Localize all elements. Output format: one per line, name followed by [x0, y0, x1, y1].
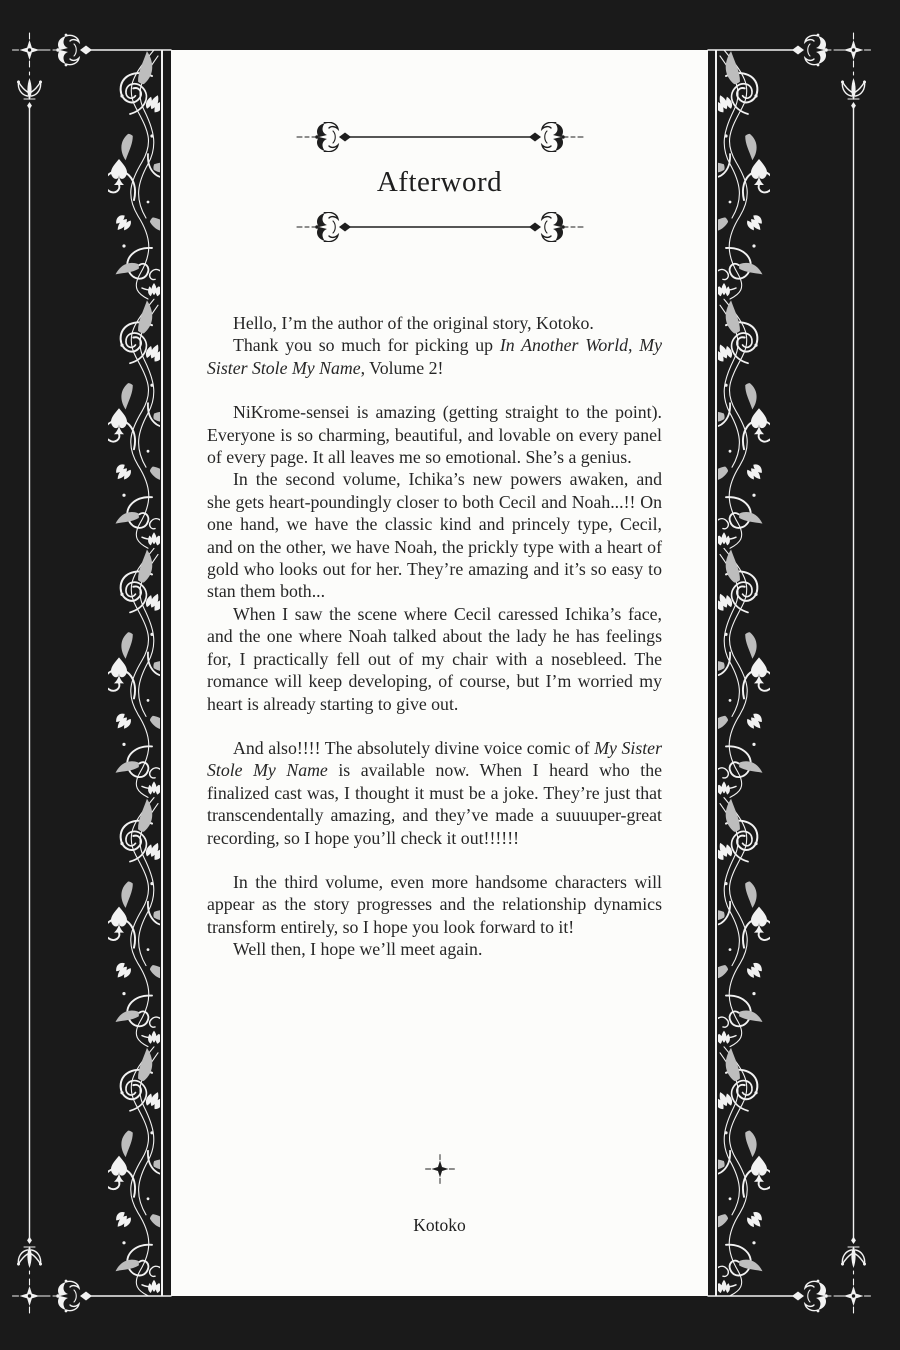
paragraph — [207, 938, 662, 960]
afterword-page — [171, 50, 708, 1296]
left-filigree-border-icon — [108, 50, 160, 1296]
page-footer — [171, 1152, 708, 1236]
paragraph — [207, 603, 662, 715]
text-run: is available now. When I heard who the finalized cast was, I thought it must be a joke. They’re just that transcendentally amazing, and they’ve made a suuuuper-great recording, so I hope you’ll check it out!!!!!! — [207, 760, 662, 848]
paragraph — [207, 334, 662, 379]
paragraph-block — [207, 312, 662, 379]
text-run: , Volume 2! — [360, 357, 444, 378]
title-block — [171, 50, 708, 242]
paragraph — [207, 401, 662, 468]
paragraph — [207, 468, 662, 602]
text-run: Well then, I hope we’ll meet again. — [233, 939, 483, 960]
divider-flourish-top-icon — [295, 122, 585, 152]
text-run: Thank you so much for picking up — [233, 335, 500, 356]
paragraph-block — [207, 871, 662, 961]
text-run: In the third volume, even more handsome characters will appear as the story progresses and the relationship dynamics transform entirely, so I hope you look forward to it! — [207, 871, 662, 937]
text-run: Hello, I’m the author of the original story, Kotoko. — [233, 313, 594, 333]
paragraph — [207, 312, 662, 334]
text-run: NiKrome-sensei is amazing (getting straight to the point). Everyone is so charming, beautiful, and lovable on every panel of every page. It all leaves me so emotional. She’s a genius. — [207, 402, 662, 468]
page-title: Afterword — [376, 166, 503, 198]
body-text — [207, 312, 662, 961]
paragraph-block — [207, 737, 662, 849]
text-run: And also!!!! The absolutely divine voice comic of — [233, 737, 595, 758]
signature: Kotoko — [413, 1215, 466, 1235]
paragraph — [207, 737, 662, 849]
right-filigree-border-icon — [718, 50, 770, 1296]
page-edge-line — [715, 50, 717, 1296]
footer-star-icon — [423, 1152, 457, 1186]
text-run: When I saw the scene where Cecil caressed Ichika’s face, and the one where Noah talked about the lady he has feelings for, I practically fell out of my chair with a nosebleed. The romance will keep developing, of course, but I’m worried my heart is already starting to give out. — [207, 603, 662, 714]
page-edge-line — [161, 50, 163, 1296]
paragraph — [207, 871, 662, 938]
title-mention: In Another World, My Sister Stole My Name — [207, 335, 662, 378]
paragraph-block — [207, 401, 662, 715]
text-run: In the second volume, Ichika’s new powers awaken, and she gets heart-poundingly closer to both Cecil and Noah...!! On one hand, we have the classic kind and princely type, Cecil, and on the other, we have Noah, the prickly type with a heart of gold who looks out for her. They’re amazing and it’s so easy to stan them both... — [207, 469, 662, 602]
title-mention: My Sister Stole My Name — [207, 737, 662, 781]
divider-flourish-bottom-icon — [295, 212, 585, 242]
